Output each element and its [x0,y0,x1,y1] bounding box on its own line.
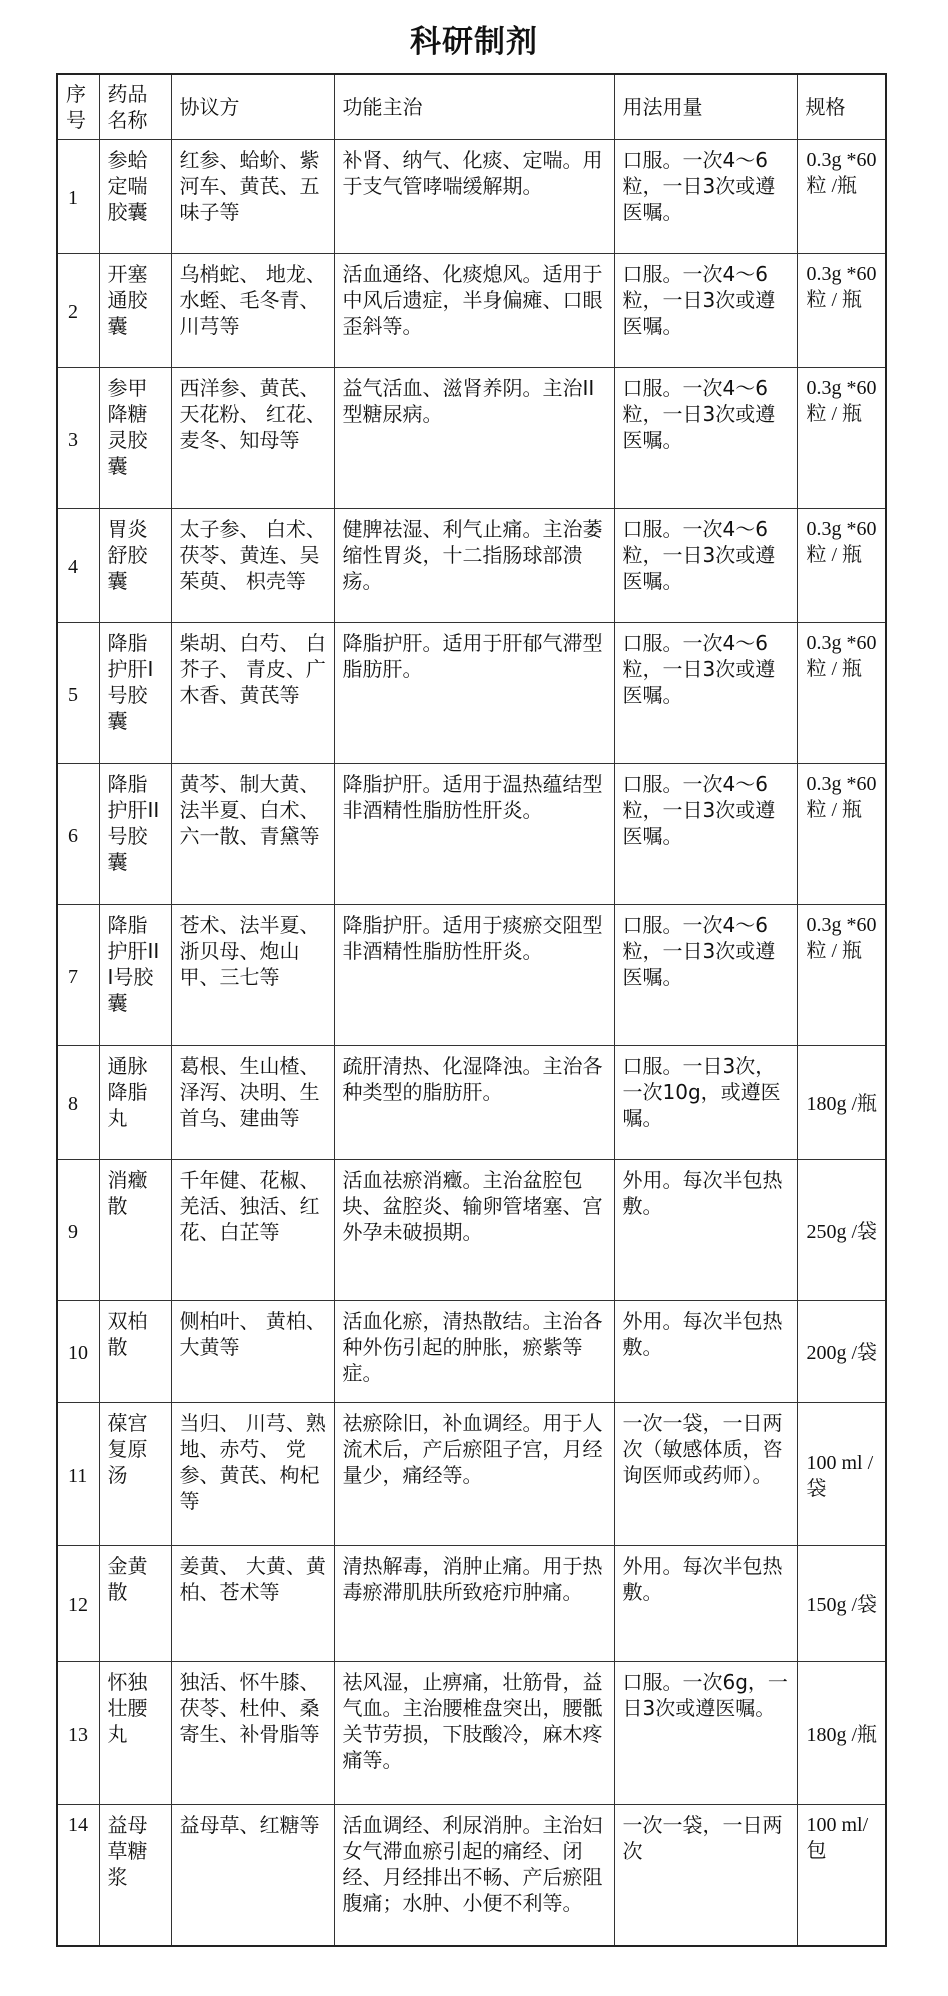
cell-function: 健脾祛湿、利气止痛。主治萎缩性胃炎，十二指肠球部溃疡。 [334,509,614,623]
table-row [57,1662,886,1805]
cell-function: 祛风湿，止痹痛，壮筋骨，益气血。主治腰椎盘突出，腰骶关节劳损，下肢酸冷，麻木疼痛等。 [334,1662,614,1805]
cell-seq: 12 [57,1546,99,1662]
cell-recipe: 太子参、 白术、茯苓、黄连、吴茱萸、 枳壳等 [171,509,334,623]
cell-function: 疏肝清热、化湿降浊。主治各种类型的脂肪肝。 [334,1046,614,1160]
table-row [57,1046,886,1160]
header-recipe: 协议方 [171,74,334,140]
header-row [57,74,886,140]
cell-usage: 口服。一日3次，一次10g，或遵医嘱。 [614,1046,797,1160]
drug-table [56,73,887,1947]
cell-usage: 口服。一次4～6粒，一日3次或遵医嘱。 [614,905,797,1046]
cell-recipe: 柴胡、白芍、 白芥子、 青皮、广木香、黄芪等 [171,623,334,764]
cell-usage: 口服。一次6g，一日3次或遵医嘱。 [614,1662,797,1805]
cell-function: 降脂护肝。适用于痰瘀交阻型非酒精性脂肪性肝炎。 [334,905,614,1046]
table-row [57,509,886,623]
cell-function: 降脂护肝。适用于肝郁气滞型脂肪肝。 [334,623,614,764]
cell-spec: 100 ml/ 包 [797,1805,886,1946]
cell-name: 金黄散 [99,1546,171,1662]
cell-seq: 14 [57,1805,99,1946]
cell-function: 活血化瘀，清热散结。主治各种外伤引起的肿胀，瘀紫等症。 [334,1301,614,1403]
table-row [57,1805,886,1946]
table-row [57,1403,886,1546]
cell-name: 开塞通胶囊 [99,254,171,368]
table-row [57,368,886,509]
cell-spec: 150g /袋 [797,1546,886,1662]
cell-spec: 200g /袋 [797,1301,886,1403]
table-row [57,1301,886,1403]
cell-name: 降脂护肝III号胶囊 [99,905,171,1046]
cell-seq: 11 [57,1403,99,1546]
cell-seq: 5 [57,623,99,764]
cell-function: 活血调经、利尿消肿。主治妇女气滞血瘀引起的痛经、闭经、月经排出不畅、产后瘀阻腹痛；水肿、小便不利等。 [334,1805,614,1946]
cell-spec: 180g /瓶 [797,1662,886,1805]
cell-recipe: 苍术、法半夏、浙贝母、炮山甲、三七等 [171,905,334,1046]
table-body [57,140,886,1946]
cell-spec: 0.3g *60 粒 / 瓶 [797,509,886,623]
cell-recipe: 益母草、红糖等 [171,1805,334,1946]
header-usage: 用法用量 [614,74,797,140]
header-seq: 序号 [57,74,99,140]
cell-name: 降脂护肝I号胶囊 [99,623,171,764]
cell-spec: 0.3g *60 粒 / 瓶 [797,764,886,905]
cell-usage: 口服。一次4～6粒，一日3次或遵医嘱。 [614,509,797,623]
cell-name: 参甲降糖灵胶囊 [99,368,171,509]
cell-seq: 13 [57,1662,99,1805]
table-row [57,764,886,905]
cell-usage: 外用。每次半包热敷。 [614,1301,797,1403]
cell-name: 通脉降脂丸 [99,1046,171,1160]
cell-usage: 一次一袋，一日两次（敏感体质，咨询医师或药师）。 [614,1403,797,1546]
table-row [57,254,886,368]
cell-function: 清热解毒，消肿止痛。用于热毒瘀滞肌肤所致疮疖肿痛。 [334,1546,614,1662]
cell-function: 补肾、纳气、化痰、定喘。用于支气管哮喘缓解期。 [334,140,614,254]
table-header [57,74,886,140]
cell-function: 益气活血、滋肾养阴。主治II型糖尿病。 [334,368,614,509]
cell-usage: 口服。一次4～6粒，一日3次或遵医嘱。 [614,368,797,509]
table-row [57,140,886,254]
cell-function: 祛瘀除旧，补血调经。用于人流术后，产后瘀阻子宫，月经量少，痛经等。 [334,1403,614,1546]
cell-name: 益母草糖浆 [99,1805,171,1946]
cell-usage: 口服。一次4～6粒，一日3次或遵医嘱。 [614,623,797,764]
cell-name: 双柏散 [99,1301,171,1403]
cell-usage: 外用。每次半包热敷。 [614,1160,797,1301]
cell-recipe: 葛根、生山楂、泽泻、决明、生首乌、建曲等 [171,1046,334,1160]
cell-spec: 0.3g *60 粒 / 瓶 [797,905,886,1046]
cell-name: 胃炎舒胶囊 [99,509,171,623]
header-function: 功能主治 [334,74,614,140]
cell-function: 降脂护肝。适用于温热蕴结型非酒精性脂肪性肝炎。 [334,764,614,905]
cell-name: 降脂护肝II号胶囊 [99,764,171,905]
header-spec: 规格 [797,74,886,140]
page-title: 科研制剂 [410,24,538,60]
cell-spec: 250g /袋 [797,1160,886,1301]
table-row [57,905,886,1046]
cell-usage: 口服。一次4～6粒，一日3次或遵医嘱。 [614,140,797,254]
cell-recipe: 乌梢蛇、 地龙、水蛭、毛冬青、川芎等 [171,254,334,368]
cell-spec: 100 ml /袋 [797,1403,886,1546]
cell-seq: 2 [57,254,99,368]
cell-spec: 0.3g *60 粒 / 瓶 [797,368,886,509]
cell-seq: 4 [57,509,99,623]
cell-seq: 8 [57,1046,99,1160]
cell-seq: 6 [57,764,99,905]
cell-usage: 外用。每次半包热敷。 [614,1546,797,1662]
cell-usage: 一次一袋，一日两次 [614,1805,797,1946]
cell-recipe: 红参、蛤蚧、紫河车、黄芪、五味子等 [171,140,334,254]
cell-usage: 口服。一次4～6粒，一日3次或遵医嘱。 [614,764,797,905]
cell-spec: 0.3g *60 粒 / 瓶 [797,254,886,368]
cell-recipe: 姜黄、 大黄、黄柏、苍术等 [171,1546,334,1662]
cell-seq: 1 [57,140,99,254]
cell-seq: 10 [57,1301,99,1403]
table-row [57,1546,886,1662]
cell-recipe: 独活、怀牛膝、茯苓、杜仲、桑寄生、补骨脂等 [171,1662,334,1805]
table-row [57,623,886,764]
cell-name: 消癥散 [99,1160,171,1301]
cell-function: 活血通络、化痰熄风。适用于中风后遗症，半身偏瘫、口眼歪斜等。 [334,254,614,368]
cell-spec: 0.3g *60粒 /瓶 [797,140,886,254]
header-name: 药品名称 [99,74,171,140]
cell-seq: 7 [57,905,99,1046]
cell-recipe: 千年健、花椒、羌活、独活、红花、白芷等 [171,1160,334,1301]
cell-spec: 0.3g *60 粒 / 瓶 [797,623,886,764]
cell-recipe: 黄芩、制大黄、法半夏、白术、六一散、青黛等 [171,764,334,905]
cell-seq: 3 [57,368,99,509]
cell-spec: 180g /瓶 [797,1046,886,1160]
cell-recipe: 侧柏叶、 黄柏、大黄等 [171,1301,334,1403]
cell-recipe: 西洋参、黄芪、天花粉、 红花、麦冬、知母等 [171,368,334,509]
cell-name: 参蛤定喘胶囊 [99,140,171,254]
cell-recipe: 当归、 川芎、熟地、赤芍、 党参、黄芪、枸杞等 [171,1403,334,1546]
cell-usage: 口服。一次4～6粒，一日3次或遵医嘱。 [614,254,797,368]
cell-name: 葆宫复原汤 [99,1403,171,1546]
table-row [57,1160,886,1301]
cell-seq: 9 [57,1160,99,1301]
cell-name: 怀独壮腰丸 [99,1662,171,1805]
cell-function: 活血祛瘀消癥。主治盆腔包块、盆腔炎、输卵管堵塞、宫外孕未破损期。 [334,1160,614,1301]
